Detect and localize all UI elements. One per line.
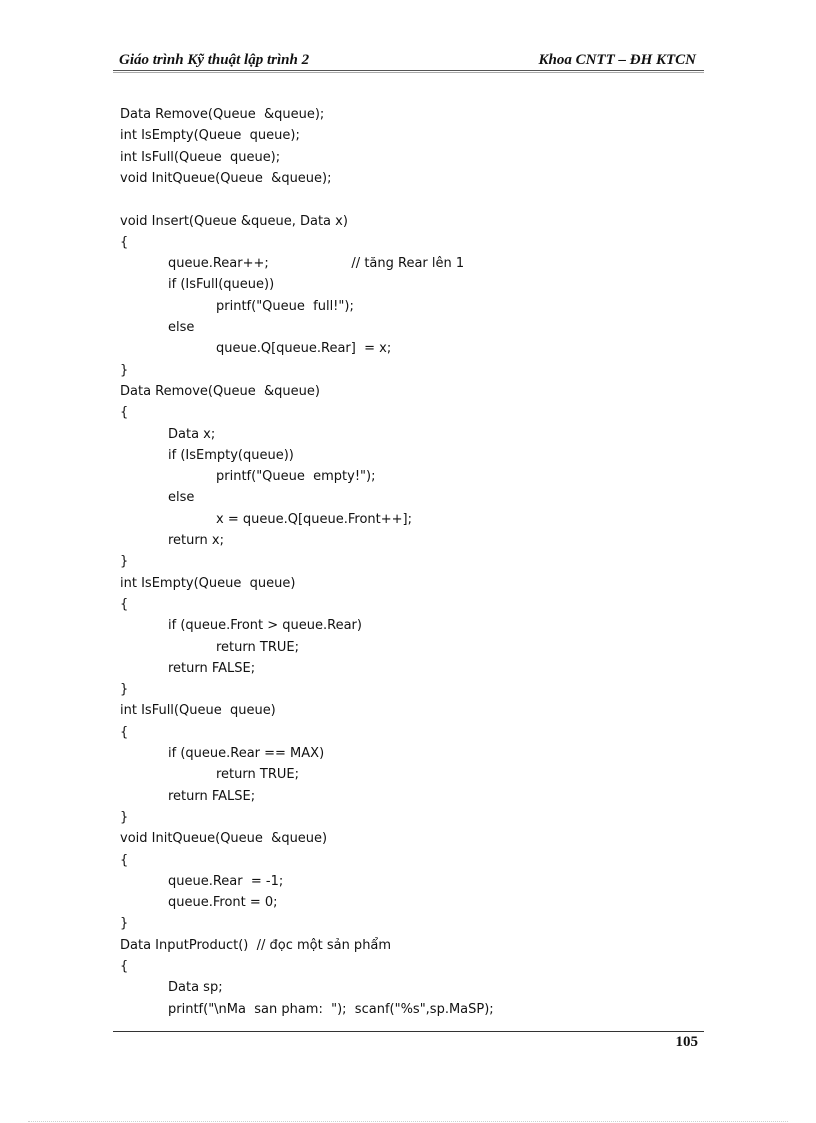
code-line: queue.Front = 0; — [168, 895, 278, 911]
code-line: } — [120, 682, 129, 698]
page-number: 105 — [675, 1034, 698, 1050]
code-line: Data Remove(Queue &queue); — [120, 107, 325, 122]
code-line: else — [168, 320, 195, 335]
code-line: Data Remove(Queue &queue) — [120, 383, 320, 399]
code-line: printf("\nMa san pham: "); scanf("%s",sp.MaSP); — [168, 1001, 494, 1017]
code-line: } — [120, 554, 129, 570]
code-line: return FALSE; — [168, 660, 256, 676]
code-line: x = queue.Q[queue.Front++]; — [216, 511, 412, 527]
code-line: { — [120, 959, 129, 974]
code-line: void Insert(Queue &queue, Data x) — [120, 213, 348, 229]
code-line: if (queue.Front > queue.Rear) — [168, 618, 362, 634]
code-line: return FALSE; — [168, 788, 256, 804]
code-line: } — [120, 809, 129, 825]
code-line: int IsEmpty(Queue queue); — [120, 128, 300, 144]
page-header — [113, 52, 704, 71]
code-line: { — [120, 852, 129, 868]
code-line: else — [168, 490, 195, 506]
code-line: } — [120, 362, 129, 378]
code-line: { — [120, 596, 129, 612]
code-line: int IsFull(Queue queue) — [120, 703, 276, 719]
code-line: void InitQueue(Queue &queue) — [120, 831, 328, 847]
code-line: } — [120, 916, 129, 932]
code-line: return TRUE; — [216, 639, 299, 655]
page-bottom-border — [28, 1121, 788, 1122]
code-line: { — [120, 234, 129, 250]
header-course-title: Giáo trình Kỹ thuật lập trình 2 — [119, 52, 310, 68]
header-faculty: Khoa CNTT – ĐH KTCN — [538, 52, 696, 68]
code-line: queue.Rear++; // tăng Rear lên 1 — [168, 256, 465, 272]
code-line: return x; — [168, 533, 224, 548]
footer-divider — [113, 1031, 704, 1032]
code-line: void InitQueue(Queue &queue); — [120, 170, 332, 186]
code-line: { — [120, 724, 129, 740]
code-line: Data x; — [168, 426, 216, 442]
code-line: if (IsFull(queue)) — [168, 277, 275, 293]
code-line: { — [120, 405, 129, 421]
code-line: queue.Q[queue.Rear] = x; — [216, 341, 392, 357]
code-line: printf("Queue full!"); — [216, 298, 354, 314]
code-line: int IsFull(Queue queue); — [120, 149, 281, 165]
code-line: if (queue.Rear == MAX) — [168, 746, 325, 761]
code-line: Data sp; — [168, 980, 223, 996]
code-line: Data InputProduct() // đọc một sản phẩm — [120, 937, 392, 953]
header-divider — [113, 72, 704, 73]
code-line: if (IsEmpty(queue)) — [168, 447, 294, 463]
code-line: return TRUE; — [216, 767, 299, 783]
code-line: queue.Rear = -1; — [168, 873, 284, 889]
code-line: printf("Queue empty!"); — [216, 469, 376, 485]
code-line: int IsEmpty(Queue queue) — [120, 575, 296, 591]
